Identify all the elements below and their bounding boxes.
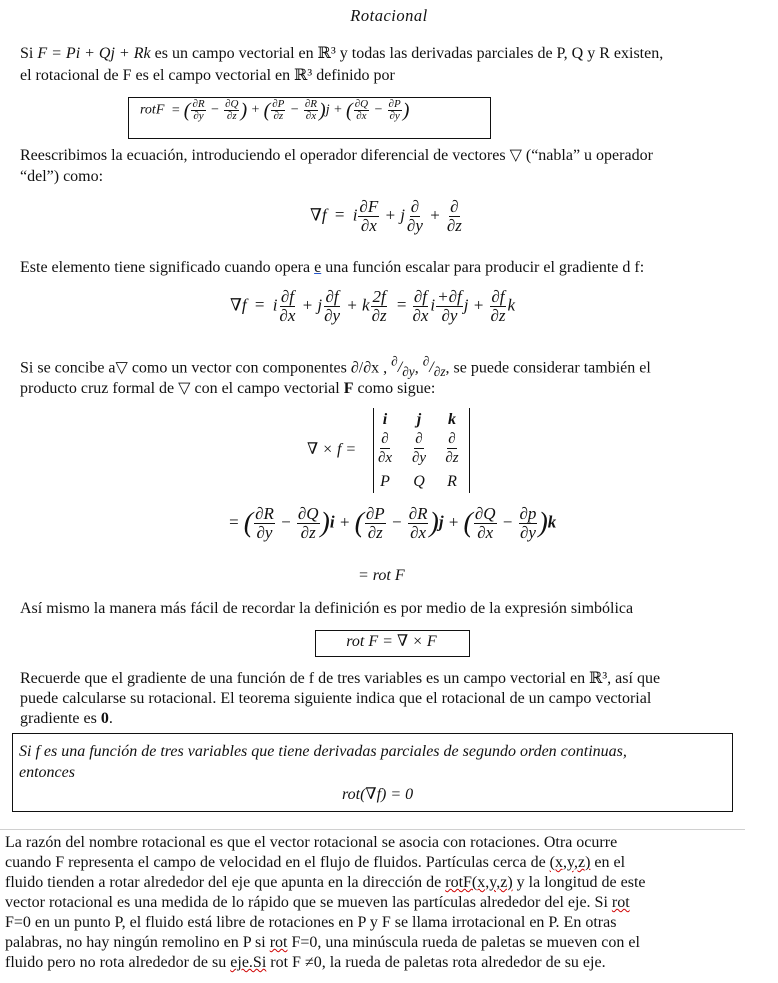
razon-line-5: F=0 en un punto P, el fluido está libre de rotaciones en P y F se llama irrotacional en P. En otras	[5, 914, 617, 931]
expanded-curl-equation: = ( $\frac{\partial R}{\partial y}$ − $\frac{\partial Q}{\partial z}$ )i + ( $\frac{\partial P}{\partial z}$ − $\frac{\partial R}{\partial x}$ )j + ( $\frac{\partial Q}{\partial x}$ − $\frac{\partial p}{\partial y}$ )k	[228, 504, 557, 542]
rewrite-line-1: Reescribimos la ecuación, introduciendo el operador diferencial de vectores ▽ (“nabla” u operador	[20, 147, 653, 164]
page-title: Rotacional	[350, 6, 428, 25]
rewrite-line-2: “del”) como:	[20, 168, 104, 185]
gradient-intro: Este elemento tiene significado cuando opera e una función escalar para producir el gradiente d f:	[20, 259, 645, 276]
cross-lhs: ∇ × f =	[307, 441, 357, 458]
theorem-line-2: entonces	[19, 764, 75, 781]
matrix-cell: $\frac{\partial}{\partial y}$	[411, 431, 427, 466]
recuerde-line-3: gradiente es 0.	[20, 710, 113, 727]
intro-line-1: Si F = Pi + Qj + Rk es un campo vectorial en ℝ³ y todas las derivadas parciales de P, Q y R existen,	[20, 45, 664, 62]
cross-intro-line-1: Si se concibe a▽ como un vector con componentes ∂/∂x , $^\partial/_{\partial y}$, $^\partial/_{\partial z}$, se puede considerar también el	[20, 354, 651, 380]
recuerde-line-2: puede calcularse su rotacional. El teorema siguiente indica que el rotacional de un campo vectorial	[20, 690, 652, 707]
section-divider	[0, 829, 745, 830]
rotf-definition-formula: rotF = ( $\frac{\partial R}{\partial y}$ − $\frac{\partial Q}{\partial z}$ ) + ( $\frac{\partial P}{\partial z}$ − $\frac{\partial R}{\partial x}$ )j + ( $\frac{\partial Q}{\partial x}$ − $\frac{\partial P}{\partial y}$ )	[140, 98, 410, 122]
symbolic-formula: rot F = ∇ × F	[346, 633, 437, 650]
component-dy: $^\partial/_{\partial y}$	[391, 354, 415, 380]
equals-rot-f: = rot F	[358, 567, 405, 584]
recuerde-line-1: Recuerde que el gradiente de una función de f de tres variables es un campo vectorial en ℝ³, así que	[20, 670, 661, 687]
razon-line-7: fluido pero no rota alrededor de su eje.Si rot F ≠0, la rueda de paletas rota alrededor de su eje.	[5, 954, 606, 971]
matrix-cell: R	[447, 473, 457, 490]
razon-line-6: palabras, no hay ningún remolino en P si rot F=0, una minúscula rueda de paletas se mueven con el	[5, 934, 640, 951]
razon-line-2: cuando F representa el campo de velocidad en el flujo de fluidos. Partículas cerca de (x,y,z) en el	[5, 854, 626, 871]
theorem-line-1: Si f es una función de tres variables que tiene derivadas parciales de segundo orden continuas,	[19, 743, 627, 760]
matrix-cell: $\frac{\partial}{\partial z}$	[445, 431, 459, 466]
matrix-cell: $\frac{\partial}{\partial x}$	[377, 431, 393, 466]
matrix-cell: i	[382, 411, 388, 428]
field-definition: F = Pi + Qj + Rk	[37, 45, 151, 62]
matrix-cell: k	[448, 411, 456, 428]
cross-intro-line-2: producto cruz formal de ▽ con el campo vectorial F como sigue:	[20, 380, 436, 397]
component-dz: $^\partial/_{\partial z}$	[422, 354, 446, 380]
matrix-cell: j	[416, 411, 422, 428]
matrix-cell: P	[380, 473, 390, 490]
theorem-formula: rot(∇f) = 0	[342, 786, 414, 803]
nabla-equation: ∇f = i $\frac{\partial F}{\partial x}$ + j $\frac{\partial}{\partial y}$ + $\frac{\partial}{\partial z}$	[310, 197, 462, 235]
razon-line-4: vector rotacional es una medida de lo rápido que se mueven las partículas alrededor del eje. Si rot	[5, 894, 630, 911]
determinant-matrix	[373, 408, 470, 493]
symbolic-intro: Así mismo la manera más fácil de recordar la definición es por medio de la expresión simbólica	[20, 600, 634, 617]
matrix-cell: Q	[413, 473, 425, 490]
razon-paragraph	[5, 833, 770, 973]
razon-line-1: La razón del nombre rotacional es que el vector rotacional se asocia con rotaciones. Otra ocurre	[5, 834, 618, 851]
intro-line-2: el rotacional de F es el campo vectorial en ℝ³ definido por	[20, 67, 395, 84]
razon-line-3: fluido tienden a rotar alrededor del eje que apunta en la dirección de rotF(x,y,z) y la longitud de este	[5, 874, 646, 891]
gradient-equation: ∇f = i $\frac{\partial f}{\partial x}$ + j $\frac{\partial f}{\partial y}$ + k $\frac{2f}{\partial z}$ = $\frac{\partial f}{\partial x}$ i $\frac{+\partial f}{\partial y}$ j + $\frac{\partial f}{\partial z}$ k	[230, 287, 516, 325]
